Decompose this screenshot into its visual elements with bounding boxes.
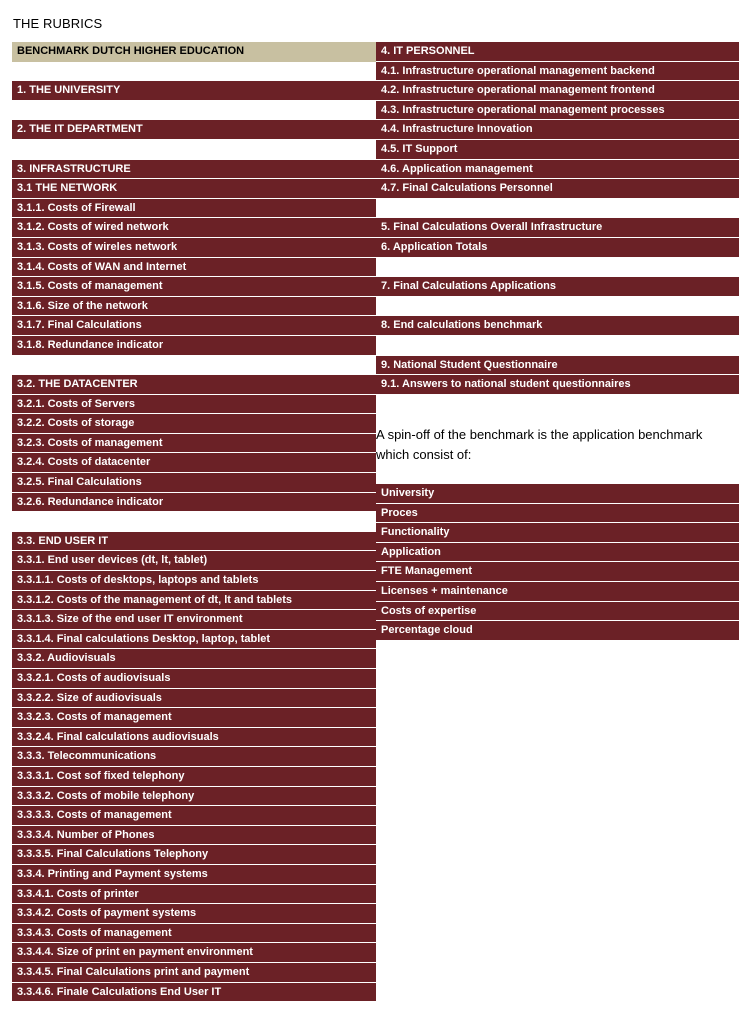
rubric-row: 3.1.7. Final Calculations — [12, 316, 376, 336]
rubric-row: 3.3.3. Telecommunications — [12, 747, 376, 767]
application-item-row: University — [376, 484, 739, 504]
rubric-row: 3.3.3.1. Cost sof fixed telephony — [12, 767, 376, 787]
rubric-row: 3.3.1.2. Costs of the management of dt, lt and tablets — [12, 591, 376, 611]
spacer-row — [12, 62, 376, 82]
rubric-row: 3.3.4.1. Costs of printer — [12, 885, 376, 905]
rubric-row: 3.3.4.5. Final Calculations print and payment — [12, 963, 376, 983]
rubric-row: 9. National Student Questionnaire — [376, 356, 739, 376]
rubric-row: 3.3.4. Printing and Payment systems — [12, 865, 376, 885]
rubric-row: 3.1 THE NETWORK — [12, 179, 376, 199]
rubric-row: 1. THE UNIVERSITY — [12, 81, 376, 101]
rubric-row: 3.3.4.3. Costs of management — [12, 924, 376, 944]
rubric-row: 7. Final Calculations Applications — [376, 277, 739, 297]
spacer-row — [12, 356, 376, 376]
rubric-row: 3.3.4.4. Size of print en payment environment — [12, 943, 376, 963]
rubric-row: 2. THE IT DEPARTMENT — [12, 120, 376, 140]
rubric-row: 4.7. Final Calculations Personnel — [376, 179, 739, 199]
rubric-row: 3.3.1.4. Final calculations Desktop, laptop, tablet — [12, 630, 376, 650]
rubric-row: 3.3.3.5. Final Calculations Telephony — [12, 845, 376, 865]
spacer-row — [376, 258, 739, 278]
spacer-row — [376, 297, 739, 317]
rubric-row: 3.3.2.1. Costs of audiovisuals — [12, 669, 376, 689]
rubric-row: 3.3.1. End user devices (dt, lt, tablet) — [12, 551, 376, 571]
rubric-row: 3.3. END USER IT — [12, 532, 376, 552]
rubric-row: 3.2.4. Costs of datacenter — [12, 453, 376, 473]
application-item-row: Costs of expertise — [376, 602, 739, 622]
rubric-row: 3.3.2. Audiovisuals — [12, 649, 376, 669]
spacer-row — [12, 512, 376, 532]
application-item-row: Licenses + maintenance — [376, 582, 739, 602]
rubric-row: 5. Final Calculations Overall Infrastructure — [376, 218, 739, 238]
rubric-row: 3.1.4. Costs of WAN and Internet — [12, 258, 376, 278]
spinoff-paragraph: A spin-off of the benchmark is the application benchmark which consist of: — [376, 427, 703, 462]
rubric-row: 4.2. Infrastructure operational management frontend — [376, 81, 739, 101]
application-item-row: FTE Management — [376, 562, 739, 582]
rubric-row: 3.1.2. Costs of wired network — [12, 218, 376, 238]
rubric-row: 3.2.5. Final Calculations — [12, 473, 376, 493]
page-title: THE RUBRICS — [13, 16, 103, 31]
application-benchmark-list — [376, 484, 739, 641]
rubric-row: 4. IT PERSONNEL — [376, 42, 739, 62]
rubric-row: 3.2.3. Costs of management — [12, 434, 376, 454]
rubric-row: 3.3.2.2. Size of audiovisuals — [12, 689, 376, 709]
benchmark-rubrics-left-column — [12, 42, 376, 1002]
spacer-row — [12, 140, 376, 160]
rubric-row: 9.1. Answers to national student questionnaires — [376, 375, 739, 395]
benchmark-rubrics-right-column — [376, 42, 739, 395]
application-item-row: Application — [376, 543, 739, 563]
rubric-row: 3.3.3.3. Costs of management — [12, 806, 376, 826]
rubric-row: 3.2.6. Redundance indicator — [12, 493, 376, 513]
rubric-row: 3.1.5. Costs of management — [12, 277, 376, 297]
rubric-row: 6. Application Totals — [376, 238, 739, 258]
rubric-row: 3.1.8. Redundance indicator — [12, 336, 376, 356]
rubric-row: 3.1.3. Costs of wireles network — [12, 238, 376, 258]
spacer-row — [12, 101, 376, 121]
rubric-row: 4.5. IT Support — [376, 140, 739, 160]
rubric-row: 3.3.1.3. Size of the end user IT environment — [12, 610, 376, 630]
rubric-row: 3.3.3.4. Number of Phones — [12, 826, 376, 846]
rubric-row: 4.3. Infrastructure operational management processes — [376, 101, 739, 121]
rubric-row: 8. End calculations benchmark — [376, 316, 739, 336]
rubric-row: 4.4. Infrastructure Innovation — [376, 120, 739, 140]
rubric-row: 3.3.2.4. Final calculations audiovisuals — [12, 728, 376, 748]
rubric-row: 3.2.2. Costs of storage — [12, 414, 376, 434]
rubric-row: 3.2.1. Costs of Servers — [12, 395, 376, 415]
application-item-row: Proces — [376, 504, 739, 524]
rubric-row: BENCHMARK DUTCH HIGHER EDUCATION — [12, 42, 376, 62]
spacer-row — [376, 199, 739, 219]
application-item-row: Functionality — [376, 523, 739, 543]
rubric-row: 3.3.1.1. Costs of desktops, laptops and tablets — [12, 571, 376, 591]
application-item-row: Percentage cloud — [376, 621, 739, 641]
rubric-row: 3.2. THE DATACENTER — [12, 375, 376, 395]
spacer-row — [376, 336, 739, 356]
rubric-row: 3.1.6. Size of the network — [12, 297, 376, 317]
rubric-row: 4.6. Application management — [376, 160, 739, 180]
rubric-row: 3.3.4.6. Finale Calculations End User IT — [12, 983, 376, 1003]
rubric-row: 3.1.1. Costs of Firewall — [12, 199, 376, 219]
rubric-row: 4.1. Infrastructure operational management backend — [376, 62, 739, 82]
rubric-row: 3.3.4.2. Costs of payment systems — [12, 904, 376, 924]
rubric-row: 3. INFRASTRUCTURE — [12, 160, 376, 180]
rubric-row: 3.3.2.3. Costs of management — [12, 708, 376, 728]
rubric-row: 3.3.3.2. Costs of mobile telephony — [12, 787, 376, 807]
